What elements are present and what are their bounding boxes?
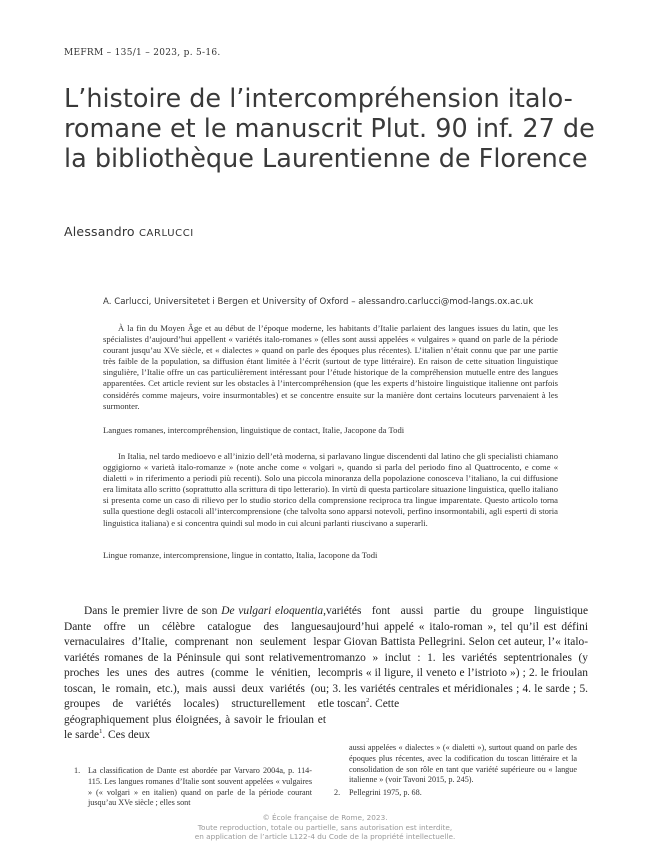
journal-citation: MEFRM – 135/1 – 2023, p. 5-16. xyxy=(64,48,221,58)
keywords-italian: Lingue romanze, intercomprensione, lingue in contatto, Italia, Iacopone da Todi xyxy=(103,550,378,560)
footnote-ref-1[interactable]: 1 xyxy=(99,728,103,736)
footnote-1-continuation: aussi appelées « dialectes » (« dialetti »), surtout quand on parle des époques plus récentes, avec la codification du toscan littéraire et la consolidation de son rôle en tant que variété supérieure ou « langue italienne » (voir Tavoni 2015, p. 245). xyxy=(349,743,577,785)
work-title: De vulgari eloquentia xyxy=(221,605,324,617)
footnote-column-right xyxy=(334,743,577,799)
footnote-1-text: La classification de Dante est abordée par Varvaro 2004a, p. 114-115. Les langues romanes d’Italie sont souvent appelées « vulgaires » (« volgari » en italien) quand on parle de la période courant jusqu’au XVe siècle ; elles sont xyxy=(88,766,312,808)
footnote-1-number: 1. xyxy=(74,766,81,775)
body-left-text-a: Dans le premier livre de son xyxy=(84,605,222,617)
abstract-french xyxy=(103,323,558,412)
footnote-2-text: Pellegrini 1975, p. 68. xyxy=(349,788,422,798)
article-title: L’histoire de l’intercompréhension italo-romane et le manuscrit Plut. 90 inf. 27 de la bibliothèque Laurentienne de Florence xyxy=(64,84,595,174)
author-last-name: CARLUCCI xyxy=(138,228,194,239)
author-name xyxy=(64,224,194,239)
body-left-text-c: . Ces deux xyxy=(102,729,151,741)
footnote-2 xyxy=(334,788,577,799)
footnote-2-number: 2. xyxy=(334,788,341,798)
body-column-left xyxy=(64,604,326,744)
body-left-text-b: , Dante offre un célèbre catalogue des langues vernaculaires d’Italie, comprenant non seulement les variétés romanes de la Péninsule qui sont relativement proches les unes des autres (comme le vénitien, le toscan, le romain, etc.), mais aussi deux variétés (ou groupes de variétés locales) structurellement et géographiquement plus éloignées, à savoir le frioulan et le sarde xyxy=(64,605,326,741)
author-affiliation: A. Carlucci, Universitetet i Bergen et University of Oxford – alessandro.carlucci@mod-langs.ox.ac.uk xyxy=(103,297,534,307)
body-right-text-b: . Cette xyxy=(369,698,400,710)
abstract-italian xyxy=(103,451,558,529)
footnote-ref-2[interactable]: 2 xyxy=(366,697,370,705)
keywords-french: Langues romanes, intercompréhension, linguistique de contact, Italie, Jacopone da Todi xyxy=(103,425,405,435)
abstract-french-text: À la fin du Moyen Âge et au début de l’époque moderne, les habitants d’Italie parlaient des langues issues du latin, que les spécialistes d’aujourd’hui appellent « variétés italo-romanes » (elles sont aussi appelées « vulgaires » quand on parle de la période courant jusqu’au XVe siècle, et « dialectes » quand on parle des époques plus récentes). L’italien n’était connu que par une partie très faible de la population, sa diffusion étant limitée à l’écrit (surtout de type littéraire). En raison de cette situation linguistique singulière, l’Italie offre un cas particulièrement intéressant pour l’étude historique de la compréhension mutuelle entre des langues apparentées. Cet article revient sur les obstacles à l’intercompréhension (que les experts d’histoire linguistique italienne ont parfois considérés comme majeurs, voire insurmontables) et se concentre ensuite sur la manière dont certains locuteurs parvenaient à les surmonter. xyxy=(103,323,558,411)
footnote-1 xyxy=(64,766,312,809)
copyright-line-2: Toute reproduction, totale ou partielle, sans autorisation est interdite, xyxy=(197,822,453,832)
copyright-line-3: en application de l’article L122-4 du Code de la propriété intellectuelle. xyxy=(194,832,456,842)
body-column-right xyxy=(326,604,588,713)
abstract-italian-text: In Italia, nel tardo medioevo e all’inizio dell’età moderna, si parlavano lingue discendenti dal latino che gli specialisti chiamano oggigiorno « varietà italo-romanze » (note anche come « volgari », quando si parla del periodo fino al Quattrocento, e come « dialetti » in riferimento a periodi più recenti). Solo una piccola minoranza della popolazione conosceva l’italiano, la cui diffusione era limitata allo scritto (soprattutto alla scrittura di tipo letterario). In virtù di questa particolare situazione linguistica, quello italiano si presenta come un caso di rilievo per lo studio storico della comprensione reciproca tra lingue imparentate. Questo articolo torna sulla questione degli ostacoli all’intercomprensione (che talvolta sono apparsi notevoli, perfino insormontabili, agli esperti di storia linguistica italiana) e si concentra quindi sul modo in cui alcuni parlanti riuscivano a superarli. xyxy=(103,451,558,528)
copyright-notice xyxy=(0,813,650,842)
body-right-text-a: variétés font aussi partie du groupe linguistique aujourd’hui appelé « italo-roman », tel qu’il est défini par Giovan Battista Pellegrini. Selon cet auteur, l’« italo-romanzo » inclut : 1. les variétés septentrionales (y compris « il ligure, il veneto e l’istrioto ») ; 2. le frioulan ; 3. les variétés centrales et méridionales ; 4. le sarde ; 5. le toscan xyxy=(326,605,588,710)
author-first-name: Alessandro xyxy=(64,224,135,239)
copyright-line-1: © École française de Rome, 2023. xyxy=(262,813,388,822)
